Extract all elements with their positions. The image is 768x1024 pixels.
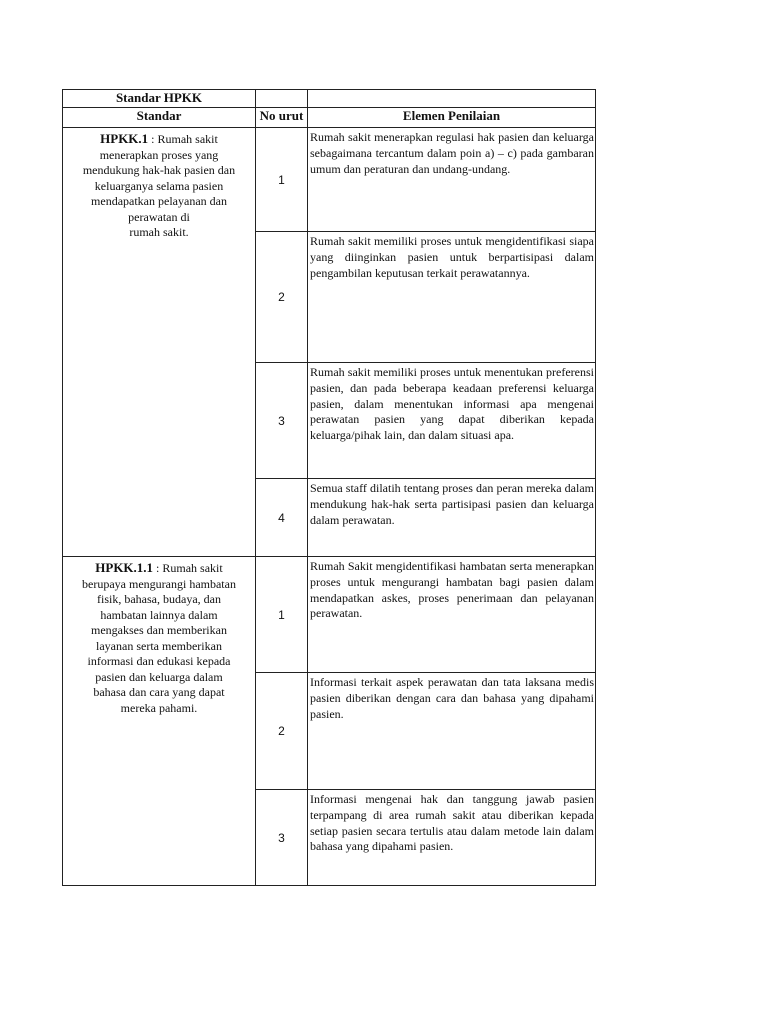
item-number: 3 <box>256 363 308 479</box>
standard-description: : Rumah sakit berupaya mengurangi hambatan fisik, bahasa, budaya, dan hambatan lainnya dalam mengakses dan memberikan layanan serta memberikan informasi dan edukasi kepada pasien dan keluarga dalam bahasa dan cara yang dapat mereka pahami. <box>82 561 236 715</box>
standard-cell <box>63 557 256 886</box>
item-number: 2 <box>256 673 308 790</box>
standard-code: HPKK.1 <box>100 131 149 146</box>
assessment-element: Rumah sakit menerapkan regulasi hak pasien dan keluarga sebagaimana tercantum dalam poin a) – c) pada gambaran umum dan peraturan dan undang-undang. <box>308 128 596 232</box>
table-row <box>63 557 596 673</box>
assessment-element: Rumah Sakit mengidentifikasi hambatan serta menerapkan proses untuk mengurangi hambatan bagi pasien dalam mendapatkan askes, proses penerimaan dan pelayanan perawatan. <box>308 557 596 673</box>
table-title: Standar HPKK <box>63 90 256 108</box>
assessment-element: Rumah sakit memiliki proses untuk mengidentifikasi siapa yang diinginkan pasien untuk berpartisipasi dalam pengambilan keputusan terkait perawatannya. <box>308 232 596 363</box>
item-number: 4 <box>256 479 308 557</box>
standard-code: HPKK.1.1 <box>95 560 154 575</box>
assessment-element: Informasi mengenai hak dan tanggung jawab pasien terpampang di area rumah sakit atau diberikan kepada setiap pasien secara tertulis atau dalam metode lain dalam bahasa yang dipahami pasien. <box>308 790 596 886</box>
title-row <box>63 90 596 108</box>
item-number: 2 <box>256 232 308 363</box>
header-no-urut: No urut <box>256 108 308 128</box>
header-elemen-penilaian: Elemen Penilaian <box>308 108 596 128</box>
standard-description: : Rumah sakit menerapkan proses yang mendukung hak-hak pasien dan keluarganya selama pasien mendapatkan pelayanan dan perawatan di rumah sakit. <box>82 132 236 239</box>
header-standar: Standar <box>63 108 256 128</box>
table-row <box>63 128 596 232</box>
standard-cell <box>63 128 256 557</box>
item-number: 1 <box>256 557 308 673</box>
assessment-element: Informasi terkait aspek perawatan dan tata laksana medis pasien diberikan dengan cara dan bahasa yang dipahami pasien. <box>308 673 596 790</box>
assessment-element: Semua staff dilatih tentang proses dan peran mereka dalam mendukung hak-hak serta partisipasi pasien dan keluarga dalam perawatan. <box>308 479 596 557</box>
item-number: 1 <box>256 128 308 232</box>
empty-header-cell <box>256 90 308 108</box>
standards-table <box>62 89 596 886</box>
empty-header-cell <box>308 90 596 108</box>
assessment-element: Rumah sakit memiliki proses untuk menentukan preferensi pasien, dan pada beberapa keadaan preferensi keluarga pasien, dalam menentukan informasi apa mengenai perawatan pasien yang dapat diberikan kepada keluarga/pihak lain, dan dalam situasi apa. <box>308 363 596 479</box>
item-number: 3 <box>256 790 308 886</box>
header-row <box>63 108 596 128</box>
